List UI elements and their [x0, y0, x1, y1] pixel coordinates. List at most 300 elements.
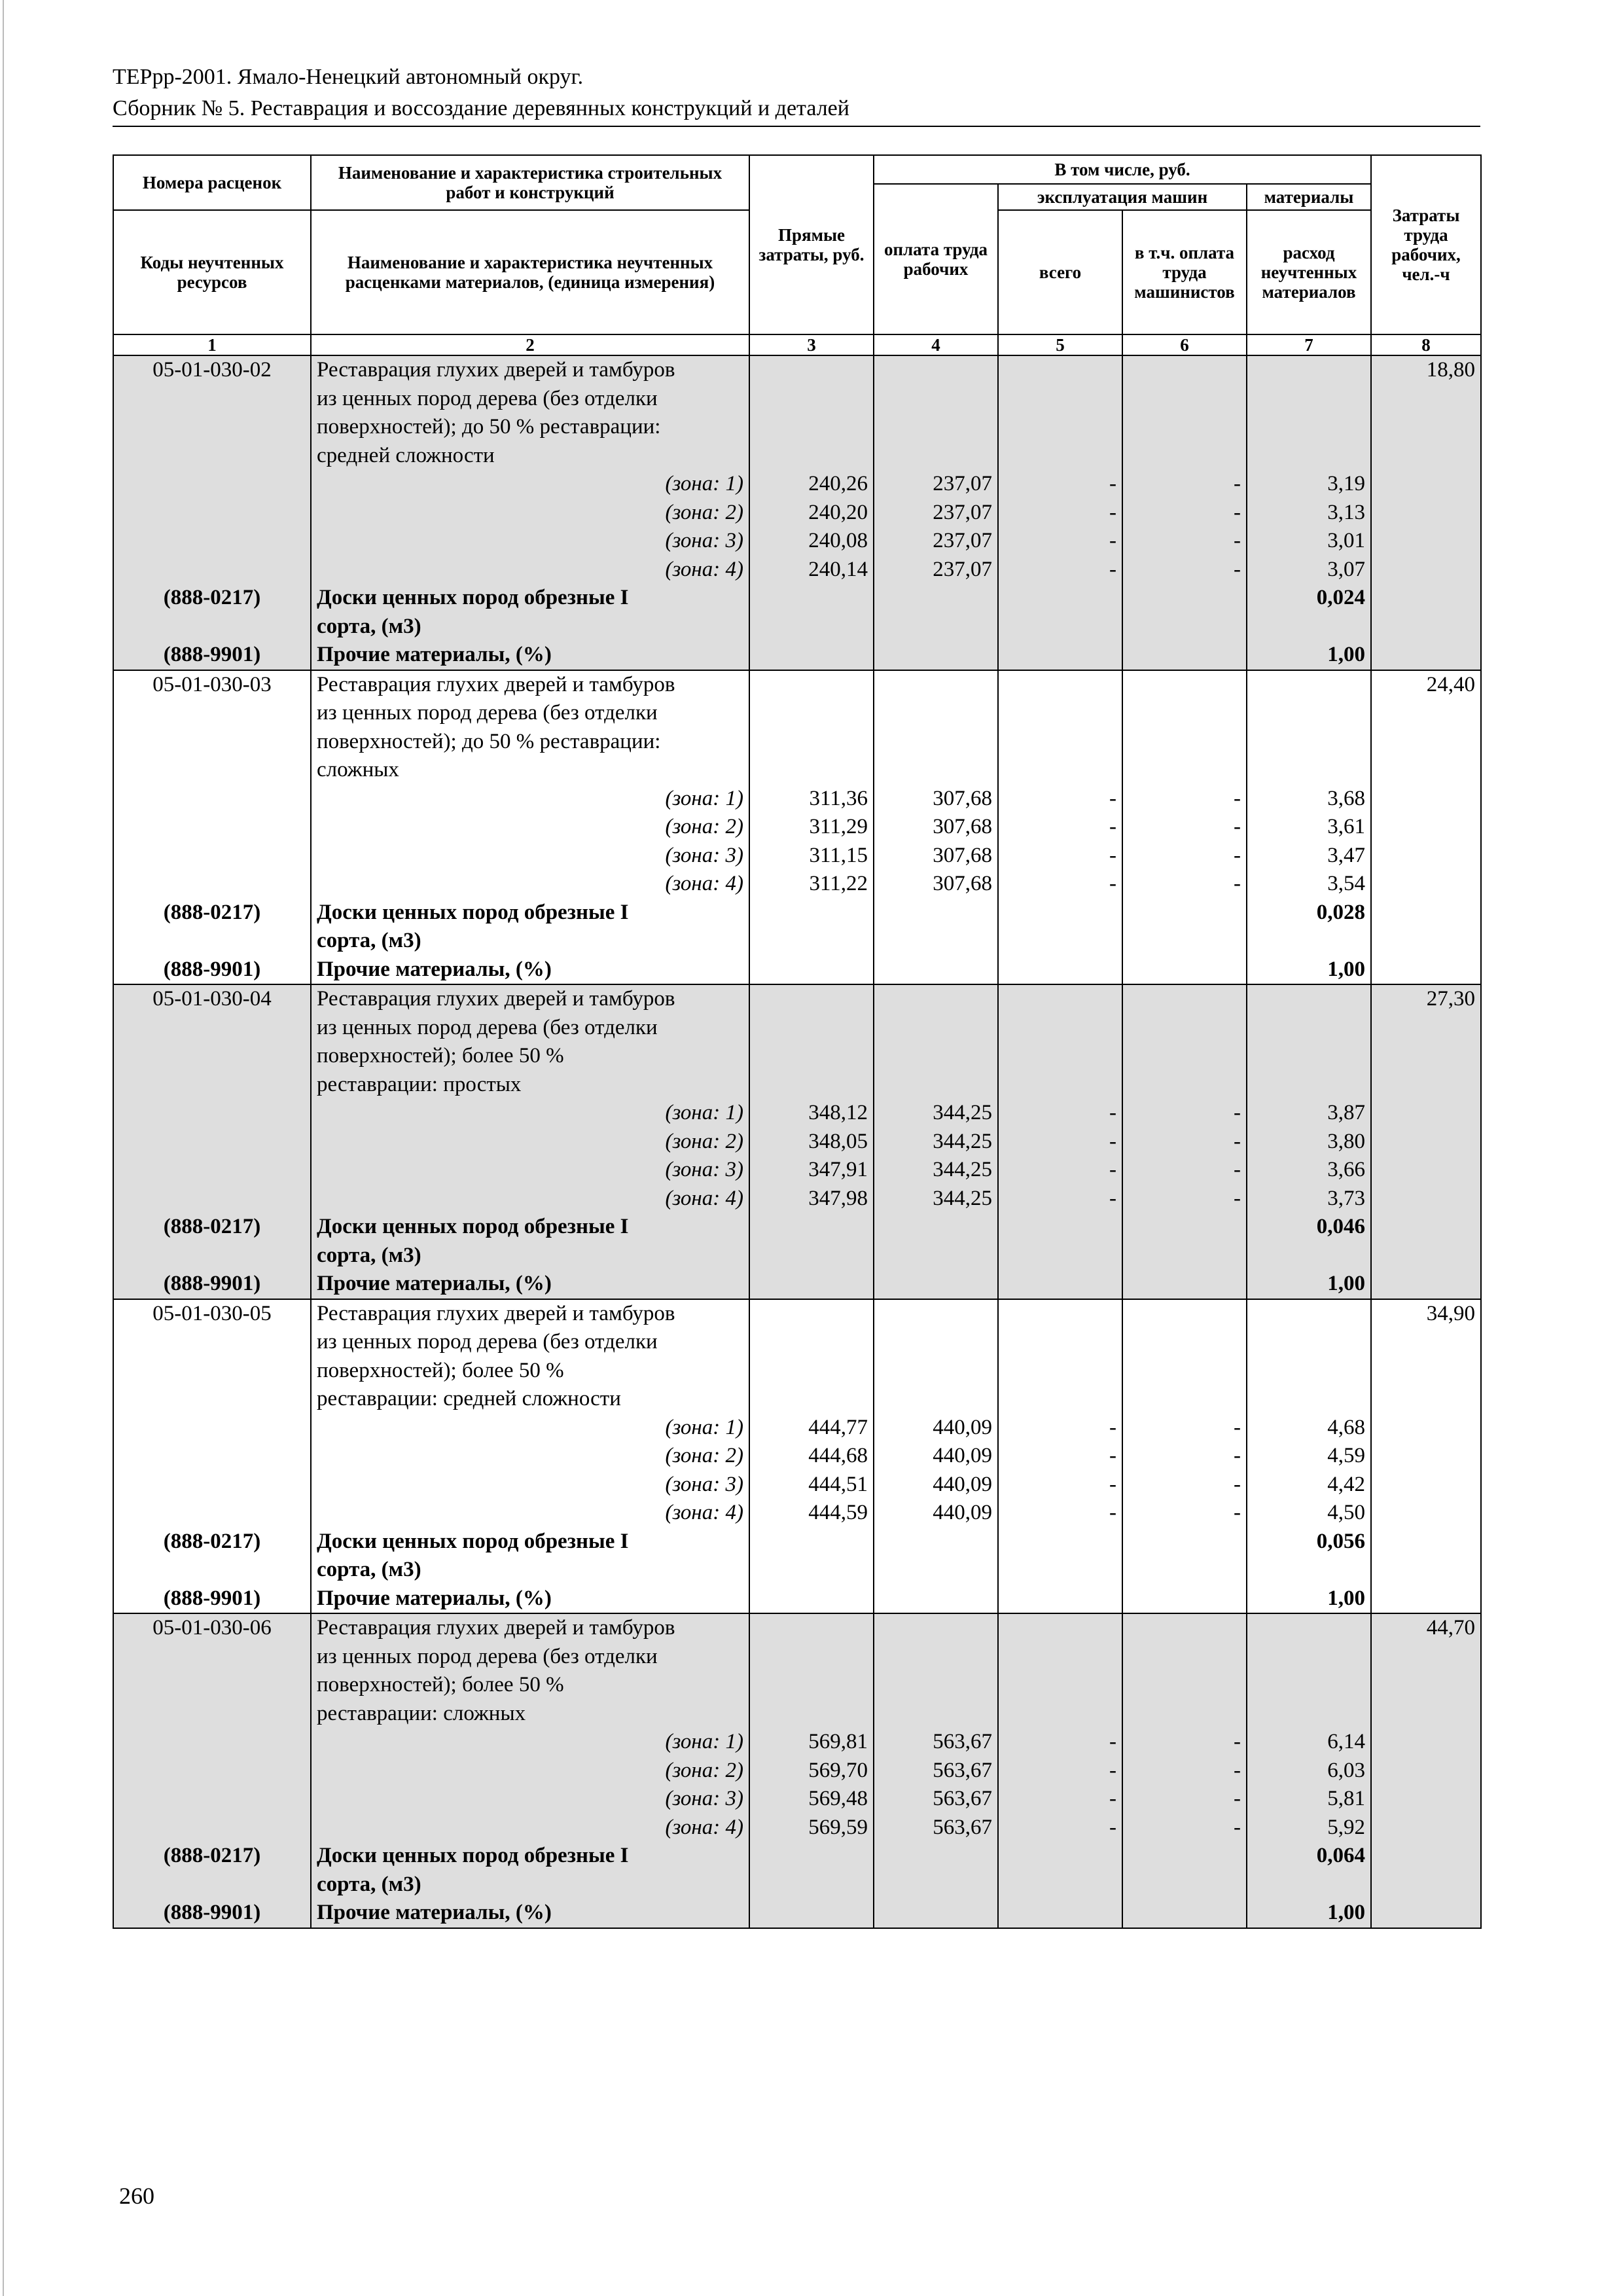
direct-cost: 311,15: [749, 842, 874, 870]
empty-cell: [1122, 1613, 1247, 1643]
empty-cell: [874, 1899, 998, 1928]
resource-code: (888-0217): [113, 1842, 311, 1871]
work-description-line: Реставрация глухих дверей и тамбуров: [311, 670, 749, 700]
machine-cost: -: [998, 1471, 1122, 1499]
empty-cell: [1371, 756, 1481, 785]
empty-cell: [1371, 1728, 1481, 1757]
header-machine-operation: эксплуатация машин: [998, 184, 1247, 210]
empty-cell: [749, 584, 874, 613]
resource-name: Прочие материалы, (%): [311, 1899, 749, 1928]
rate-code: 05-01-030-05: [113, 1299, 311, 1329]
empty-cell: [1371, 1528, 1481, 1556]
empty-cell: [1371, 1213, 1481, 1242]
machine-cost: -: [998, 1099, 1122, 1128]
table-row: [113, 641, 1481, 670]
resource-amount: 0,056: [1247, 1528, 1371, 1556]
table-row: [113, 442, 1481, 471]
empty-cell: [1371, 1185, 1481, 1213]
empty-cell: [749, 899, 874, 927]
column-number: 5: [998, 334, 1122, 355]
empty-cell: [113, 1442, 311, 1471]
resource-code: (888-9901): [113, 1270, 311, 1299]
empty-cell: [998, 670, 1122, 700]
empty-cell: [1247, 927, 1371, 956]
header-including: В том числе, руб.: [874, 155, 1371, 184]
page-edge-line: [3, 0, 4, 2296]
machine-cost: -: [998, 1442, 1122, 1471]
zone-label: (зона: 4): [311, 1499, 749, 1528]
empty-cell: [113, 699, 311, 728]
table-row: [113, 1585, 1481, 1614]
table-row: [113, 1270, 1481, 1299]
work-description-line: поверхностей); до 50 % реставрации:: [311, 413, 749, 442]
zone-label: (зона: 4): [311, 870, 749, 899]
worker-wage: 440,09: [874, 1414, 998, 1443]
rate-code: 05-01-030-04: [113, 984, 311, 1014]
empty-cell: [749, 1671, 874, 1700]
empty-cell: [874, 1871, 998, 1899]
empty-cell: [998, 1242, 1122, 1270]
empty-cell: [749, 956, 874, 985]
header-operator-wages: в т.ч. оплата труда машинистов: [1122, 210, 1247, 334]
worker-wage: 237,07: [874, 527, 998, 556]
empty-cell: [1371, 1042, 1481, 1071]
material-cost: 4,68: [1247, 1414, 1371, 1443]
empty-cell: [1122, 1270, 1247, 1299]
empty-cell: [749, 1528, 874, 1556]
zone-label: (зона: 2): [311, 1442, 749, 1471]
table-row: [113, 1643, 1481, 1672]
empty-cell: [749, 927, 874, 956]
empty-cell: [749, 641, 874, 670]
table-row: [113, 927, 1481, 956]
machine-cost: -: [998, 1785, 1122, 1814]
resource-amount: 0,024: [1247, 584, 1371, 613]
machine-cost: -: [998, 1185, 1122, 1213]
empty-cell: [874, 1556, 998, 1585]
header-material-name: Наименование и характеристика неучтенных расценками материалов, (единица измерения): [311, 210, 749, 334]
empty-cell: [113, 1357, 311, 1386]
table-row: [113, 1242, 1481, 1270]
empty-cell: [1122, 1014, 1247, 1043]
empty-cell: [1371, 870, 1481, 899]
zone-label: (зона: 1): [311, 1728, 749, 1757]
empty-cell: [113, 1242, 311, 1270]
empty-cell: [998, 1671, 1122, 1700]
empty-cell: [874, 1213, 998, 1242]
empty-cell: [1371, 1014, 1481, 1043]
empty-cell: [749, 1071, 874, 1100]
empty-cell: [1122, 385, 1247, 414]
empty-cell: [1247, 1357, 1371, 1386]
operator-wage: -: [1122, 842, 1247, 870]
empty-cell: [1122, 1871, 1247, 1899]
operator-wage: -: [1122, 813, 1247, 842]
empty-cell: [1371, 641, 1481, 670]
empty-cell: [1247, 385, 1371, 414]
empty-cell: [998, 756, 1122, 785]
empty-cell: [1122, 641, 1247, 670]
empty-cell: [1122, 1671, 1247, 1700]
empty-cell: [749, 1328, 874, 1357]
empty-cell: [874, 899, 998, 927]
material-cost: 4,42: [1247, 1471, 1371, 1499]
header-resource-codes: Коды неучтенных ресурсов: [113, 210, 311, 334]
empty-cell: [1371, 785, 1481, 814]
material-cost: 6,14: [1247, 1728, 1371, 1757]
empty-cell: [998, 641, 1122, 670]
resource-name: Прочие материалы, (%): [311, 641, 749, 670]
table-row: [113, 1814, 1481, 1842]
zone-label: (зона: 1): [311, 1414, 749, 1443]
empty-cell: [113, 1556, 311, 1585]
empty-cell: [113, 870, 311, 899]
empty-cell: [874, 1014, 998, 1043]
empty-cell: [1247, 355, 1371, 385]
empty-cell: [1371, 1471, 1481, 1499]
worker-wage: 563,67: [874, 1728, 998, 1757]
worker-wage: 563,67: [874, 1785, 998, 1814]
zone-label: (зона: 1): [311, 785, 749, 814]
resource-code: (888-9901): [113, 1899, 311, 1928]
column-numbers-row: [113, 334, 1481, 355]
header-work-name: Наименование и характеристика строительных работ и конструкций: [311, 155, 749, 210]
direct-cost: 569,59: [749, 1814, 874, 1842]
empty-cell: [998, 1014, 1122, 1043]
material-cost: 3,19: [1247, 470, 1371, 499]
machine-cost: -: [998, 556, 1122, 584]
empty-cell: [1371, 699, 1481, 728]
zone-label: (зона: 4): [311, 1185, 749, 1213]
resource-code: (888-0217): [113, 1213, 311, 1242]
resource-name: Доски ценных пород обрезные I: [311, 1528, 749, 1556]
empty-cell: [1371, 442, 1481, 471]
empty-cell: [874, 1357, 998, 1386]
work-description-line: Реставрация глухих дверей и тамбуров: [311, 355, 749, 385]
table-row: [113, 1099, 1481, 1128]
resource-code: (888-9901): [113, 956, 311, 985]
header-labor-costs: Затраты труда рабочих, чел.-ч: [1371, 155, 1481, 334]
empty-cell: [874, 1700, 998, 1729]
table-row: [113, 1357, 1481, 1386]
empty-cell: [1122, 1042, 1247, 1071]
empty-cell: [1247, 1643, 1371, 1672]
table-row: [113, 385, 1481, 414]
empty-cell: [1122, 1700, 1247, 1729]
direct-cost: 348,05: [749, 1128, 874, 1157]
empty-cell: [113, 1814, 311, 1842]
empty-cell: [1371, 1270, 1481, 1299]
rates-table: [113, 154, 1482, 1929]
empty-cell: [874, 1385, 998, 1414]
resource-name-cont: сорта, (м3): [311, 927, 749, 956]
empty-cell: [998, 984, 1122, 1014]
operator-wage: -: [1122, 1128, 1247, 1157]
table-row: [113, 1185, 1481, 1213]
empty-cell: [749, 984, 874, 1014]
operator-wage: -: [1122, 470, 1247, 499]
operator-wage: -: [1122, 1728, 1247, 1757]
zone-label: (зона: 3): [311, 527, 749, 556]
empty-cell: [874, 613, 998, 641]
work-description-line: Реставрация глухих дверей и тамбуров: [311, 984, 749, 1014]
direct-cost: 240,08: [749, 527, 874, 556]
work-description-line: реставрации: простых: [311, 1071, 749, 1100]
empty-cell: [1247, 1042, 1371, 1071]
empty-cell: [1371, 899, 1481, 927]
column-number: 2: [311, 334, 749, 355]
empty-cell: [1122, 413, 1247, 442]
machine-cost: -: [998, 1728, 1122, 1757]
empty-cell: [113, 1071, 311, 1100]
empty-cell: [113, 442, 311, 471]
worker-wage: 307,68: [874, 813, 998, 842]
column-number: 1: [113, 334, 311, 355]
work-description-line: из ценных пород дерева (без отделки: [311, 1328, 749, 1357]
empty-cell: [874, 1270, 998, 1299]
empty-cell: [113, 1757, 311, 1785]
empty-cell: [749, 1242, 874, 1270]
empty-cell: [998, 927, 1122, 956]
empty-cell: [113, 842, 311, 870]
empty-cell: [1371, 1785, 1481, 1814]
resource-name-cont: сорта, (м3): [311, 1242, 749, 1270]
table-row: [113, 1899, 1481, 1928]
material-cost: 3,07: [1247, 556, 1371, 584]
empty-cell: [1371, 1156, 1481, 1185]
empty-cell: [113, 1671, 311, 1700]
resource-name: Прочие материалы, (%): [311, 1270, 749, 1299]
empty-cell: [874, 385, 998, 414]
empty-cell: [749, 1613, 874, 1643]
table-row: [113, 1042, 1481, 1071]
empty-cell: [998, 1042, 1122, 1071]
empty-cell: [1247, 670, 1371, 700]
empty-cell: [998, 1328, 1122, 1357]
work-description-line: поверхностей); до 50 % реставрации:: [311, 728, 749, 757]
work-description-line: средней сложности: [311, 442, 749, 471]
table-row: [113, 956, 1481, 985]
empty-cell: [998, 413, 1122, 442]
empty-cell: [113, 1156, 311, 1185]
empty-cell: [113, 1128, 311, 1157]
empty-cell: [113, 385, 311, 414]
material-cost: 3,68: [1247, 785, 1371, 814]
direct-cost: 347,91: [749, 1156, 874, 1185]
header-wages: оплата труда рабочих: [874, 184, 998, 334]
worker-wage: 344,25: [874, 1128, 998, 1157]
empty-cell: [874, 728, 998, 757]
operator-wage: -: [1122, 1785, 1247, 1814]
direct-cost: 569,81: [749, 1728, 874, 1757]
empty-cell: [1247, 1014, 1371, 1043]
table-row: [113, 1842, 1481, 1871]
worker-wage: 440,09: [874, 1442, 998, 1471]
direct-cost: 240,14: [749, 556, 874, 584]
direct-cost: 348,12: [749, 1099, 874, 1128]
work-description-line: поверхностей); более 50 %: [311, 1042, 749, 1071]
empty-cell: [749, 1042, 874, 1071]
empty-cell: [1122, 584, 1247, 613]
material-cost: 4,50: [1247, 1499, 1371, 1528]
worker-wage: 237,07: [874, 499, 998, 528]
worker-wage: 440,09: [874, 1499, 998, 1528]
table-row: [113, 1014, 1481, 1043]
empty-cell: [1371, 1357, 1481, 1386]
empty-cell: [113, 1700, 311, 1729]
machine-cost: -: [998, 842, 1122, 870]
empty-cell: [1371, 1643, 1481, 1672]
rate-code: 05-01-030-02: [113, 355, 311, 385]
machine-cost: -: [998, 1414, 1122, 1443]
empty-cell: [1122, 756, 1247, 785]
machine-cost: -: [998, 527, 1122, 556]
empty-cell: [1247, 699, 1371, 728]
empty-cell: [1371, 1328, 1481, 1357]
resource-name: Доски ценных пород обрезные I: [311, 899, 749, 927]
labor-cost: 44,70: [1371, 1613, 1481, 1643]
empty-cell: [749, 1270, 874, 1299]
empty-cell: [1122, 1842, 1247, 1871]
empty-cell: [998, 728, 1122, 757]
empty-cell: [1371, 1099, 1481, 1128]
material-cost: 3,87: [1247, 1099, 1371, 1128]
operator-wage: -: [1122, 1471, 1247, 1499]
empty-cell: [113, 785, 311, 814]
table-row: [113, 785, 1481, 814]
document-title: ТЕРрр-2001. Ямало-Ненецкий автономный округ.: [113, 65, 584, 89]
empty-cell: [749, 670, 874, 700]
work-description-line: реставрации: сложных: [311, 1700, 749, 1729]
empty-cell: [1371, 1556, 1481, 1585]
resource-amount: 1,00: [1247, 956, 1371, 985]
empty-cell: [1371, 470, 1481, 499]
empty-cell: [1122, 1899, 1247, 1928]
empty-cell: [749, 413, 874, 442]
resource-name-cont: сорта, (м3): [311, 1871, 749, 1899]
empty-cell: [1371, 1700, 1481, 1729]
resource-name: Доски ценных пород обрезные I: [311, 584, 749, 613]
labor-cost: 18,80: [1371, 355, 1481, 385]
table-row: [113, 1728, 1481, 1757]
empty-cell: [998, 1643, 1122, 1672]
machine-cost: -: [998, 470, 1122, 499]
empty-cell: [113, 1728, 311, 1757]
work-description-line: из ценных пород дерева (без отделки: [311, 1643, 749, 1672]
empty-cell: [998, 1842, 1122, 1871]
empty-cell: [998, 584, 1122, 613]
empty-cell: [874, 699, 998, 728]
empty-cell: [1247, 442, 1371, 471]
material-cost: 4,59: [1247, 1442, 1371, 1471]
material-cost: 5,92: [1247, 1814, 1371, 1842]
table-row: [113, 1499, 1481, 1528]
empty-cell: [1247, 756, 1371, 785]
table-row: [113, 842, 1481, 870]
empty-cell: [874, 1671, 998, 1700]
worker-wage: 440,09: [874, 1471, 998, 1499]
zone-label: (зона: 1): [311, 470, 749, 499]
empty-cell: [1122, 899, 1247, 927]
table-row: [113, 1671, 1481, 1700]
empty-cell: [1371, 413, 1481, 442]
empty-cell: [1247, 1071, 1371, 1100]
operator-wage: -: [1122, 1442, 1247, 1471]
worker-wage: 344,25: [874, 1156, 998, 1185]
resource-name-cont: сорта, (м3): [311, 613, 749, 641]
material-cost: 3,01: [1247, 527, 1371, 556]
empty-cell: [1247, 1299, 1371, 1329]
empty-cell: [113, 1014, 311, 1043]
table-row: [113, 1328, 1481, 1357]
operator-wage: -: [1122, 499, 1247, 528]
empty-cell: [1371, 813, 1481, 842]
empty-cell: [113, 413, 311, 442]
empty-cell: [1371, 385, 1481, 414]
direct-cost: 311,29: [749, 813, 874, 842]
table-row: [113, 728, 1481, 757]
table-row: [113, 1556, 1481, 1585]
zone-label: (зона: 4): [311, 1814, 749, 1842]
empty-cell: [874, 442, 998, 471]
material-cost: 3,13: [1247, 499, 1371, 528]
resource-code: (888-0217): [113, 584, 311, 613]
empty-cell: [749, 1871, 874, 1899]
empty-cell: [998, 442, 1122, 471]
empty-cell: [1247, 413, 1371, 442]
work-description-line: поверхностей); более 50 %: [311, 1357, 749, 1386]
material-cost: 3,80: [1247, 1128, 1371, 1157]
empty-cell: [1371, 1071, 1481, 1100]
operator-wage: -: [1122, 785, 1247, 814]
resource-code: (888-0217): [113, 899, 311, 927]
empty-cell: [1371, 1442, 1481, 1471]
empty-cell: [1247, 1613, 1371, 1643]
empty-cell: [749, 1556, 874, 1585]
column-number: 4: [874, 334, 998, 355]
machine-cost: -: [998, 1499, 1122, 1528]
empty-cell: [749, 1700, 874, 1729]
empty-cell: [874, 1643, 998, 1672]
column-number: 7: [1247, 334, 1371, 355]
empty-cell: [874, 1042, 998, 1071]
zone-label: (зона: 2): [311, 813, 749, 842]
material-cost: 3,47: [1247, 842, 1371, 870]
header-rate-numbers: Номера расценок: [113, 155, 311, 210]
empty-cell: [113, 1414, 311, 1443]
resource-amount: 0,064: [1247, 1842, 1371, 1871]
zone-label: (зона: 3): [311, 1156, 749, 1185]
empty-cell: [998, 1871, 1122, 1899]
direct-cost: 347,98: [749, 1185, 874, 1213]
machine-cost: -: [998, 813, 1122, 842]
empty-cell: [749, 1899, 874, 1928]
worker-wage: 563,67: [874, 1814, 998, 1842]
empty-cell: [1122, 956, 1247, 985]
worker-wage: 237,07: [874, 470, 998, 499]
empty-cell: [1122, 1556, 1247, 1585]
empty-cell: [1247, 613, 1371, 641]
empty-cell: [1122, 1299, 1247, 1329]
resource-amount: 1,00: [1247, 1270, 1371, 1299]
empty-cell: [1122, 1242, 1247, 1270]
table-row: [113, 1128, 1481, 1157]
empty-cell: [113, 470, 311, 499]
table-row: [113, 870, 1481, 899]
operator-wage: -: [1122, 870, 1247, 899]
empty-cell: [1122, 728, 1247, 757]
empty-cell: [874, 1299, 998, 1329]
